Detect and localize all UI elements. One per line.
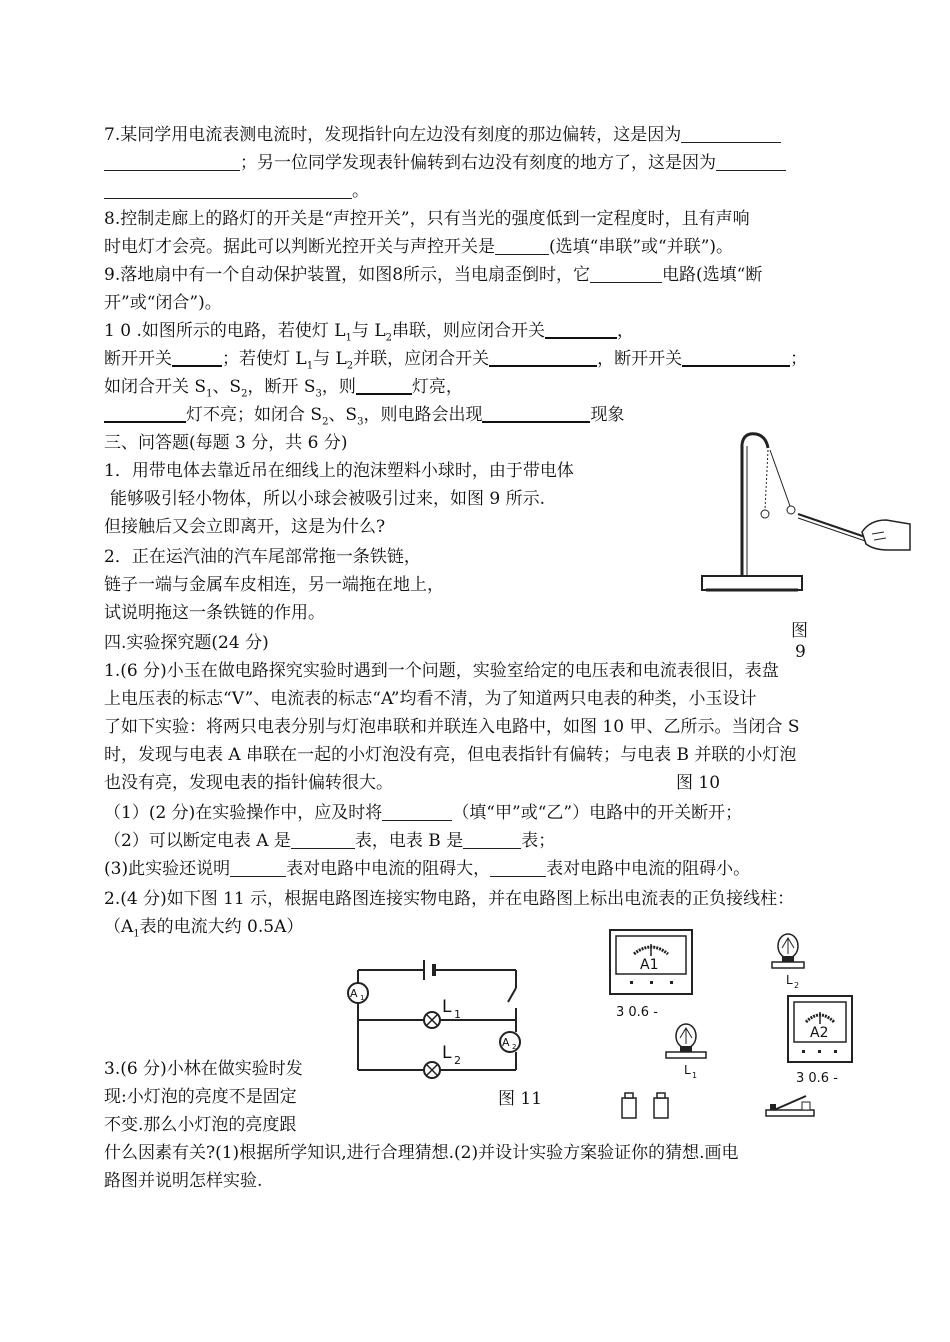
figure-11-devices <box>606 926 856 1126</box>
blank[interactable] <box>291 832 355 849</box>
blank[interactable] <box>356 377 412 395</box>
s3-q1-line1: 1．用带电体去靠近吊在细线上的泡沫塑料小球时，由于带电体 <box>104 461 574 481</box>
q7-line2: ；另一位同学发现表针偏转到右边没有刻度的地方了，这是因为 <box>104 152 786 174</box>
blank[interactable] <box>716 154 786 171</box>
blank[interactable] <box>681 126 781 143</box>
battery-cells-device <box>622 1093 668 1118</box>
figure-11-caption: 图 11 <box>498 1089 543 1109</box>
q9-line2: 开”或“闭合”)。 <box>104 293 222 313</box>
circuit-label-l1: L <box>442 997 452 1017</box>
s4-p1-line5: 也没有亮，发现电表的指针偏转很大。 <box>104 773 393 793</box>
blank[interactable] <box>172 349 222 367</box>
q10-line1: 1 0 .如图所示的电路，若使灯 $L_1$与 $L_2$串联，则应闭合开关 ， <box>104 321 634 344</box>
blank[interactable] <box>104 154 240 171</box>
s3-q1-line2: 能够吸引轻小物体，所以小球会被吸引过来，如图 9 所示. <box>110 489 546 509</box>
switch-device <box>766 1096 814 1116</box>
s4-sub3: (3)此实验还说明 表对电路中电流的阻碍大， 表对电路中电流的阻碍小。 <box>104 859 751 879</box>
q10-line4: 灯不亮；如闭合 $S_2$、$S_3$，则电路会出现 现象 <box>104 404 624 426</box>
circuit-label-a1-sub: 1 <box>360 994 365 1002</box>
blank[interactable] <box>382 804 452 821</box>
meter-a2-label: A2 <box>810 1025 829 1041</box>
blank[interactable] <box>482 405 590 423</box>
s4-sub2: （2）可以断定电表 A 是 表，电表 B 是 表； <box>104 831 556 851</box>
q7-line1: 7.某同学用电流表测电流时，发现指针向左边没有刻度的那边偏转，这是因为 <box>104 124 781 146</box>
blank[interactable] <box>489 349 597 367</box>
s4-p1-line4: 时，发现与电表 A 串联在一起的小灯泡没有亮，但电表指针有偏转；与电表 B 并联的小灯泡 <box>104 745 797 765</box>
s4-p2-line1: 2.(4 分)如下图 11 示，根据电路图连接实物电路，并在电路图上标出电流表的正负接线柱： <box>104 889 795 909</box>
meter-a1-label: A1 <box>640 957 659 973</box>
s4-p3-line3: 不变.那么小灯泡的亮度跟 <box>104 1115 297 1135</box>
bulb-l2-label-sub: 2 <box>794 981 800 990</box>
circuit-label-a2: A <box>502 1036 510 1049</box>
figure-9-caption: 图 <box>791 621 808 641</box>
figure-9-caption-number: 9 <box>795 642 806 662</box>
blank[interactable] <box>230 860 286 877</box>
q8-line1: 8.控制走廊上的路灯的开关是“声控开关”，只有当光的强度低到一定程度时，且有声响 <box>104 209 750 229</box>
section4-heading: 四.实验探究题(24 分) <box>104 633 269 653</box>
s4-p1-line1: 1.(6 分)小玉在做电路探究实验时遇到一个问题，实验室给定的电压表和电流表很旧，表盘 <box>104 661 779 681</box>
s3-q1-line3: 但接触后又会立即离开，这是为什么? <box>104 517 386 537</box>
bulb-l2-device <box>772 934 804 990</box>
ammeter-a1-device <box>610 930 692 1020</box>
q8-line2: 时电灯才会亮。据此可以判断光控开关与声控开关是 (选填“串联”或“并联”)。 <box>104 237 734 257</box>
s4-p1-line2: 上电压表的标志“V”、电流表的标志“A”均看不清，为了知道两只电表的种类，小玉设计 <box>104 689 757 709</box>
section3-heading: 三、问答题(每题 3 分，共 6 分) <box>104 433 348 453</box>
s4-sub1: （1）(2 分)在实验操作中，应及时将 （填“甲”或“乙”）电路中的开关断开； <box>104 803 743 823</box>
bulb-l1-label: L <box>684 1063 691 1077</box>
q10-line3: 如闭合开关 $S_1$、$S_2$，断开 $S_3$，则 灯亮， <box>104 377 463 400</box>
q10-line2: 断开开关 ；若使灯 $L_1$与 $L_2$并联，应闭合开关 ，断开开关 ； <box>104 349 808 372</box>
circuit-label-l2-sub: 2 <box>454 1054 461 1067</box>
blank[interactable] <box>104 182 352 199</box>
blank[interactable] <box>463 832 521 849</box>
figure-9-pendulum <box>690 428 915 598</box>
circuit-label-a1: A <box>350 987 358 1000</box>
bulb-l1-label-sub: 1 <box>692 1071 698 1080</box>
s4-p3-line2: 现:小灯泡的亮度不是固定 <box>104 1087 297 1107</box>
s4-p3-line4: 什么因素有关?(1)根据所学知识,进行合理猜想.(2)并设计实验方案验证你的猜想.画电 <box>104 1143 739 1163</box>
ammeter-a2-device <box>788 996 852 1086</box>
circuit-label-l1-sub: 1 <box>454 1008 461 1021</box>
blank[interactable] <box>495 238 549 255</box>
figure-10-caption: 图 10 <box>676 773 721 793</box>
s3-q2-line1: 2．正在运汽油的汽车尾部常拖一条铁链， <box>104 547 421 567</box>
circuit-label-a2-sub: 2 <box>512 1043 517 1051</box>
blank[interactable] <box>590 266 662 283</box>
meter-a1-scale: 3 0.6 - <box>616 1005 658 1020</box>
bulb-l1-device <box>666 1024 706 1080</box>
figure-11-circuit <box>340 950 540 1080</box>
s3-q2-line3: 试说明拖这一条铁链的作用。 <box>104 603 325 623</box>
q9-line1: 9.落地扇中有一个自动保护装置，如图8所示，当电扇歪倒时，它 电路(选填“断 <box>104 265 763 285</box>
blank[interactable] <box>104 405 186 423</box>
s4-p1-line3: 了如下实验：将两只电表分别与灯泡串联和并联连入电路中，如图 10 甲、乙所示。当闭合 S <box>104 717 800 737</box>
s4-p3-line5: 路图并说明怎样实验. <box>104 1171 263 1191</box>
q7-line3: 。 <box>104 180 369 202</box>
s4-p2-line2: （$A_1$表的电流大约 0.5A） <box>104 917 304 940</box>
blank[interactable] <box>682 349 790 367</box>
circuit-label-l2: L <box>442 1043 452 1063</box>
s3-q2-line2: 链子一端与金属车皮相连，另一端拖在地上， <box>104 575 444 595</box>
meter-a2-scale: 3 0.6 - <box>796 1071 838 1086</box>
blank[interactable] <box>490 860 546 877</box>
bulb-l2-label: L <box>786 973 793 987</box>
blank[interactable] <box>545 321 617 339</box>
s4-p3-line1: 3.(6 分)小林在做实验时发 <box>104 1059 303 1079</box>
